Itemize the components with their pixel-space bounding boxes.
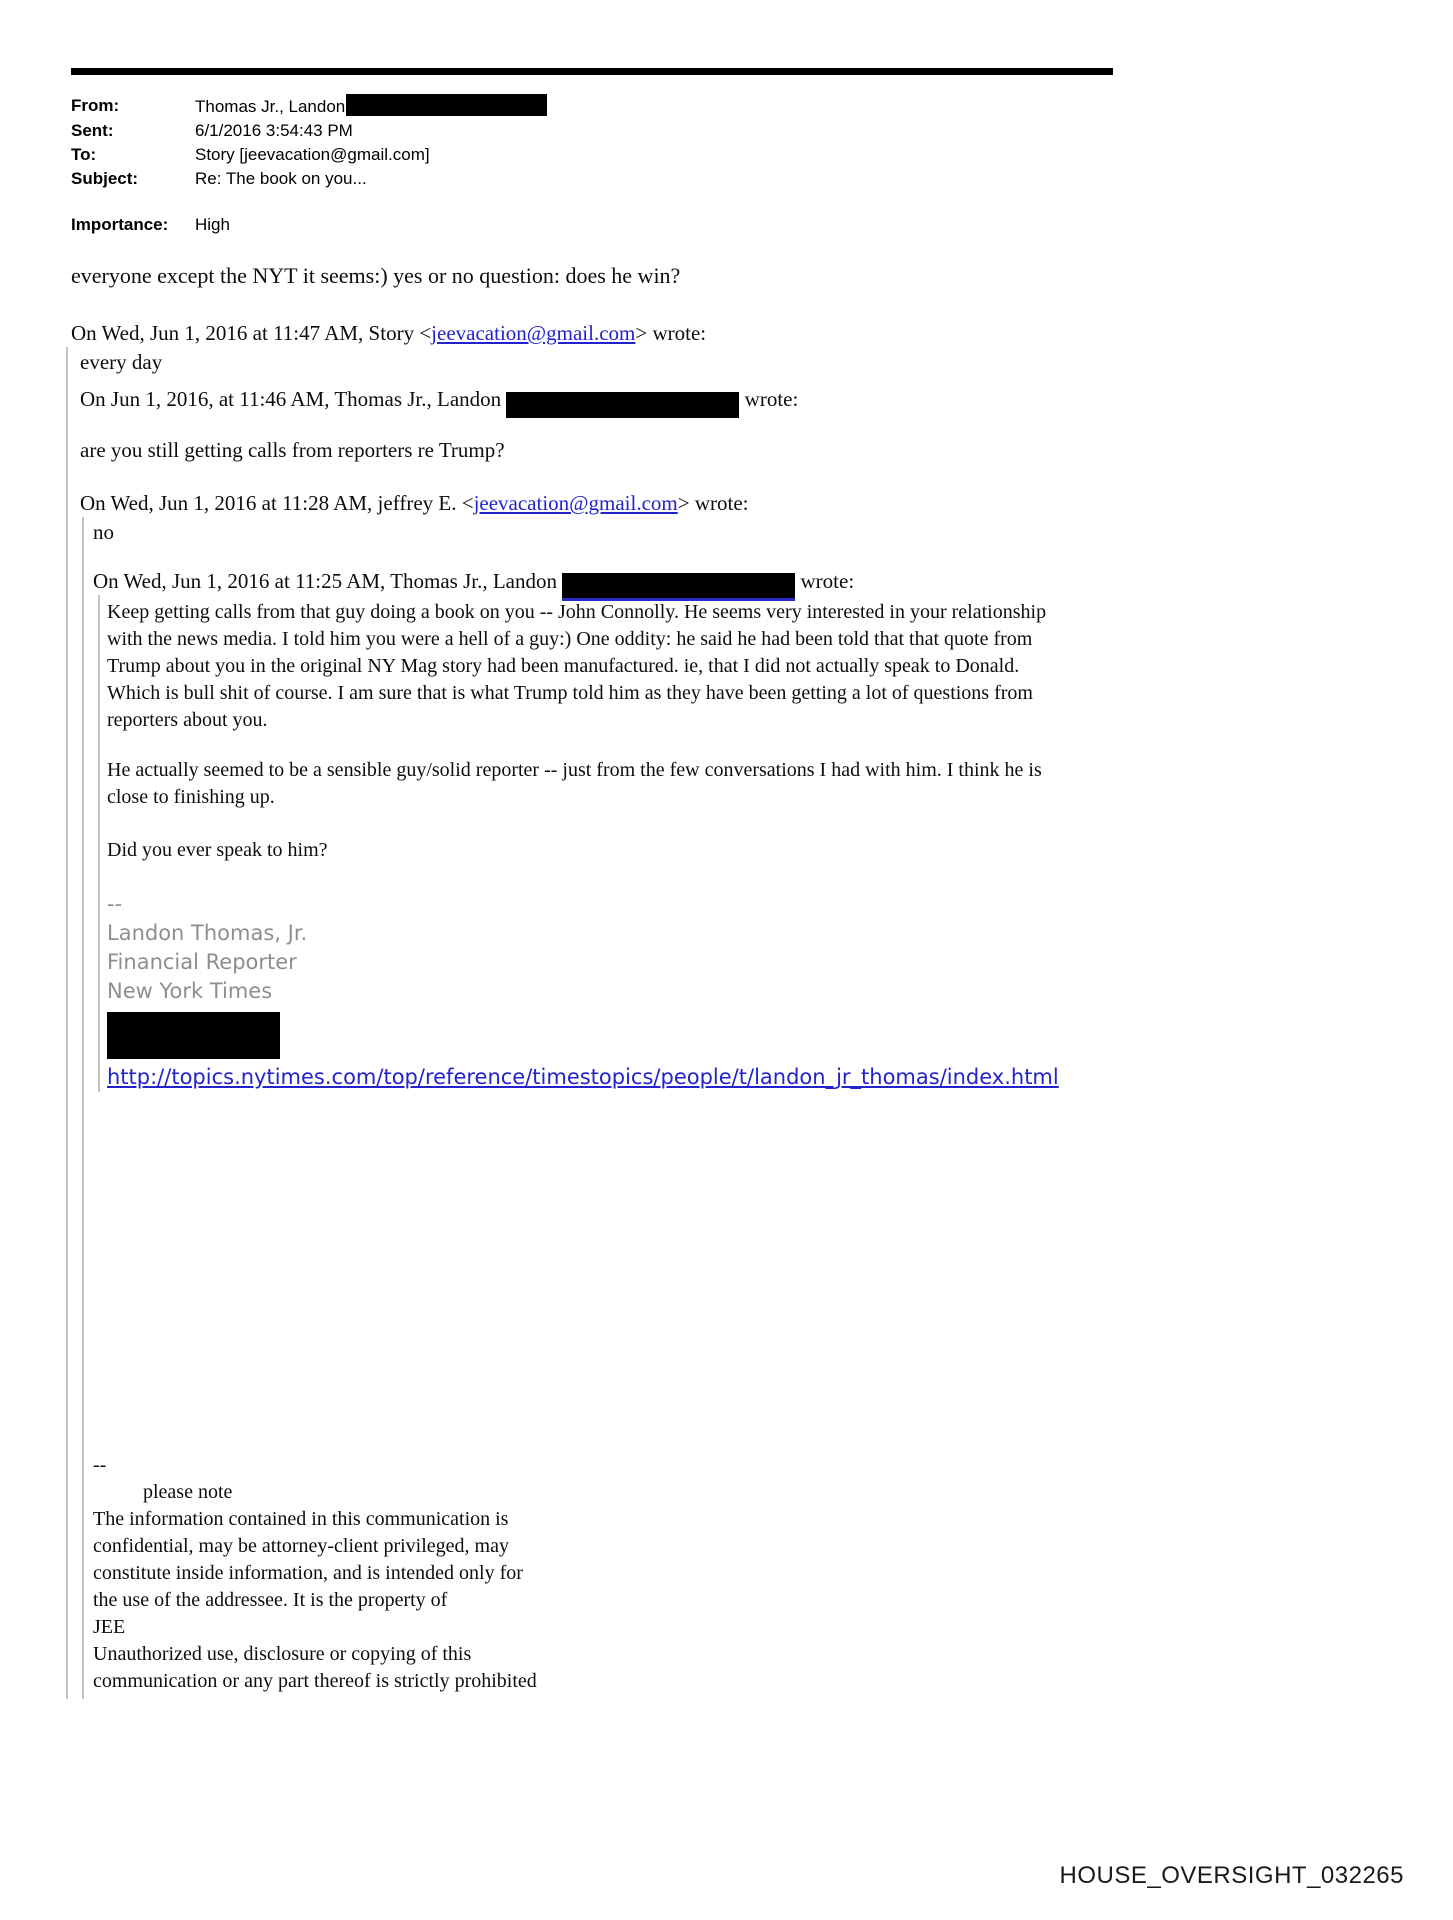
signature-link-wrap bbox=[107, 1062, 1112, 1092]
quote2-body: are you still getting calls from reporters re Trump? bbox=[80, 438, 505, 462]
redaction-bar bbox=[107, 1012, 280, 1059]
disclaimer-dashes: -- bbox=[93, 1454, 107, 1476]
header-row-sent bbox=[71, 119, 547, 143]
from-label: From: bbox=[71, 96, 120, 115]
header-row-subject bbox=[71, 167, 547, 191]
disclaimer-line: confidential, may be attorney-client privileged, may bbox=[93, 1535, 509, 1557]
importance-label: Importance: bbox=[71, 215, 169, 234]
quote4-paragraph-1: Keep getting calls from that guy doing a book on you -- John Connolly. He seems very interested in your relationship with the news media. I told him you were a hell of a guy:) One oddity: he said he had been told that that quote from Trump about you in the original NY Mag story had been manufactured. ie, that I did not actually speak to Donald. Which is bull shit of course. I am sure that is what Trump told him as they have been getting a lot of questions from reporters about you. bbox=[107, 601, 1047, 731]
message-opening-line: everyone except the NYT it seems:) yes or no question: does he win? bbox=[71, 263, 681, 288]
quote2-attribution-suffix: wrote: bbox=[739, 387, 799, 411]
disclaimer-note: please note bbox=[143, 1481, 233, 1503]
subject-value: Re: The book on you... bbox=[195, 169, 367, 188]
nytimes-profile-link[interactable]: http://topics.nytimes.com/top/reference/timestopics/people/t/landon_jr_thomas/index.html bbox=[107, 1065, 1059, 1089]
disclaimer-line: Unauthorized use, disclosure or copying of this bbox=[93, 1643, 472, 1665]
quote3-attribution-prefix: On Wed, Jun 1, 2016 at 11:28 AM, jeffrey E. < bbox=[80, 491, 474, 515]
disclaimer-line: The information contained in this communication is bbox=[93, 1508, 509, 1530]
sent-label: Sent: bbox=[71, 121, 114, 140]
redaction-bar bbox=[562, 573, 795, 601]
quote1-body: every day bbox=[80, 350, 163, 374]
disclaimer-block bbox=[93, 1452, 1411, 1695]
to-value: Story [jeevacation@gmail.com] bbox=[195, 145, 430, 164]
signature-title: Financial Reporter bbox=[107, 950, 297, 974]
quote4-paragraph-2: He actually seemed to be a sensible guy/solid reporter -- just from the few conversations I had with him. I think he is close to finishing up. bbox=[107, 759, 1042, 808]
quote-level-3 bbox=[98, 595, 1411, 1092]
email-address-link[interactable]: jeevacation@gmail.com bbox=[473, 491, 678, 515]
to-label: To: bbox=[71, 145, 97, 164]
quote2-attribution-prefix: On Jun 1, 2016, at 11:46 AM, Thomas Jr., Landon bbox=[80, 387, 507, 411]
disclaimer-line: the use of the addressee. It is the property of bbox=[93, 1589, 448, 1611]
quote-level-1 bbox=[66, 347, 1411, 1699]
from-value-text: Thomas Jr., Landon bbox=[195, 97, 346, 116]
signature-name: Landon Thomas, Jr. bbox=[107, 921, 308, 945]
quote3-attribution-suffix: > wrote: bbox=[677, 491, 749, 515]
sent-value: 6/1/2016 3:54:43 PM bbox=[195, 121, 353, 140]
quote3-attribution bbox=[80, 490, 1411, 517]
quote4-paragraph-3: Did you ever speak to him? bbox=[107, 839, 328, 861]
quote2-attribution bbox=[80, 386, 1411, 413]
quote3-body: no bbox=[93, 520, 114, 544]
header-row-importance bbox=[71, 213, 547, 237]
quote-level-2 bbox=[82, 517, 1411, 1699]
quote4-attribution-suffix: wrote: bbox=[795, 569, 855, 593]
email-header bbox=[71, 94, 547, 237]
quote1-attribution-suffix: > wrote: bbox=[635, 321, 707, 345]
redaction-bar bbox=[506, 392, 739, 418]
quote1-attribution bbox=[71, 320, 1411, 347]
from-value bbox=[195, 94, 547, 119]
signature-block bbox=[107, 890, 1411, 1059]
signature-org: New York Times bbox=[107, 979, 273, 1003]
top-divider-rule bbox=[71, 68, 1113, 75]
quote1-attribution-prefix: On Wed, Jun 1, 2016 at 11:47 AM, Story < bbox=[71, 321, 432, 345]
redaction-bar bbox=[346, 94, 547, 116]
signature-dashes: -- bbox=[107, 892, 123, 916]
quote4-attribution bbox=[93, 568, 1411, 595]
subject-label: Subject: bbox=[71, 169, 139, 188]
header-row-from bbox=[71, 94, 547, 119]
disclaimer-line: constitute inside information, and is intended only for bbox=[93, 1562, 523, 1584]
disclaimer-line: communication or any part thereof is strictly prohibited bbox=[93, 1670, 537, 1692]
importance-value: High bbox=[195, 215, 230, 234]
bates-stamp: HOUSE_OVERSIGHT_032265 bbox=[1059, 1862, 1404, 1889]
disclaimer-line: JEE bbox=[93, 1616, 126, 1638]
email-body bbox=[71, 262, 1411, 1699]
header-row-to bbox=[71, 143, 547, 167]
quote4-attribution-prefix: On Wed, Jun 1, 2016 at 11:25 AM, Thomas Jr., Landon bbox=[93, 569, 563, 593]
email-address-link[interactable]: jeevacation@gmail.com bbox=[431, 321, 636, 345]
